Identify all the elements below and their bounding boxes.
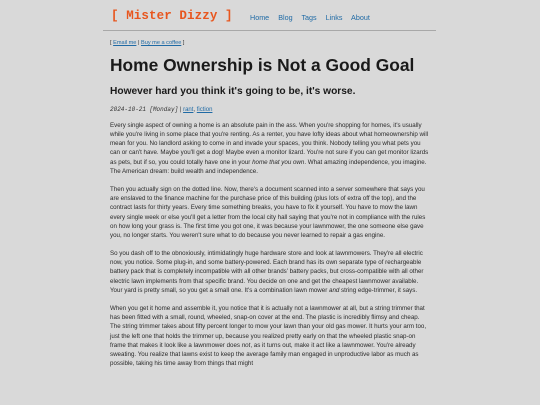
- nav-tags-link[interactable]: Tags: [301, 13, 317, 22]
- paragraph-text: string edge-trimmer, it says.: [339, 286, 418, 294]
- emphasis-text: home that you own: [252, 158, 305, 166]
- contact-separator: |: [136, 40, 141, 46]
- paragraph-text: . What amazing independence, you imagine. The American dream: build wealth and independence.: [110, 158, 427, 175]
- paragraph-text: So you dash off to the obnoxiously, intimidatingly huge hardware store and look at lawnmowers. They're all electric now, you notice. Some plug-in, and some battery-powered. Each brand has its own separate type of rechargeable battery pack that is completely incompatible with all other brands' battery packs, but cross-compatible with all other electric lawn implements from that specific brand. You decide on one and get the cheapest lawnmower available. Your yard is pretty small, so you get a small one. It's a combination lawn mower: [110, 250, 424, 294]
- buy-coffee-link[interactable]: Buy me a coffee: [140, 40, 182, 46]
- nav-links-link[interactable]: Links: [325, 13, 343, 22]
- emphasis-text: and: [329, 286, 340, 294]
- contact-bracket-close: ]: [181, 40, 185, 46]
- site-header: [103, 0, 436, 31]
- paragraph-text: , as it turns out, make it act like a lawnmower. You're already sweating. You realize that lawns exist to keep the average family man engaged in unproductive labor as much as possible, taking his time away from things that might: [110, 341, 419, 368]
- article-paragraph: [110, 185, 430, 240]
- nav-about-link[interactable]: About: [351, 13, 370, 22]
- paragraph-text: Every single aspect of owning a home is an absolute pain in the ass. When you're shopping for homes, it's usually while you're living in some place that you're renting. As a renter, you have lofty ideas about what homeownership will mean for you. No landlord asking to come in and invade your spaces, you think. Nobody telling you what pets you can or can't have. Maybe you'll get a dog! Maybe even a monitor lizard. You're not sure if you can get monitor lizards as pets, but if so, you could totally have one in your: [110, 122, 429, 166]
- site-logo[interactable]: [ Mister Dizzy ]: [111, 9, 233, 23]
- tag-rant-link[interactable]: rant: [183, 107, 194, 113]
- post-date: 2024-10-21: [110, 106, 147, 113]
- article-body: [110, 121, 430, 377]
- main-nav: [250, 13, 377, 22]
- tag-fiction-link[interactable]: fiction: [196, 107, 213, 113]
- post-title: Home Ownership is Not a Good Goal: [110, 55, 415, 75]
- contact-bracket-open: [: [110, 40, 114, 46]
- meta-separator: |: [178, 107, 184, 113]
- article-paragraph: [110, 304, 430, 368]
- contact-links: [110, 40, 184, 46]
- tag-comma: ,: [193, 107, 197, 113]
- post-day: [Monday]: [149, 106, 179, 113]
- nav-blog-link[interactable]: Blog: [278, 13, 293, 22]
- paragraph-text: Then you actually sign on the dotted line. Now, there's a document scanned into a server somewhere that says you are enslaved to the finance machine for the purchase price of this building (plus lots of extra off the top), and the contract lasts for thirty years. Every time something breaks, you have to fix it yourself. You have to mow the lawn every single week or else you'll get a letter from the local city hall saying that you're not in compliance with the rules on how long your grass is. The first time you got one, it was because your lawnmower, the one someone else gave you, no longer starts. You weren't sure what to do because you never learned to repair a gas engine.: [110, 186, 426, 239]
- post-meta: [110, 106, 212, 113]
- paragraph-text: When you get it home and assemble it, you notice that it is actually not a lawnmower at all, but a string trimmer that has been fitted with a small, round, wheeled, snap-on cover at the end. The plastic is incredibly flimsy and cheap. The string trimmer takes about fifty percent longer to mow your lawn than your old gas mower. It hurts your arm too, just the left one that holds the trimmer up, because you realized pretty early on that the wheeled plastic snap-on frame that makes it look like a lawnmower does: [110, 305, 427, 349]
- emphasis-text: not: [241, 341, 251, 349]
- email-me-link[interactable]: Email me: [113, 40, 137, 46]
- article-paragraph: [110, 249, 430, 295]
- article-paragraph: [110, 121, 430, 176]
- post-subtitle: However hard you think it's going to be, it's worse.: [110, 86, 356, 97]
- nav-home-link[interactable]: Home: [250, 13, 270, 22]
